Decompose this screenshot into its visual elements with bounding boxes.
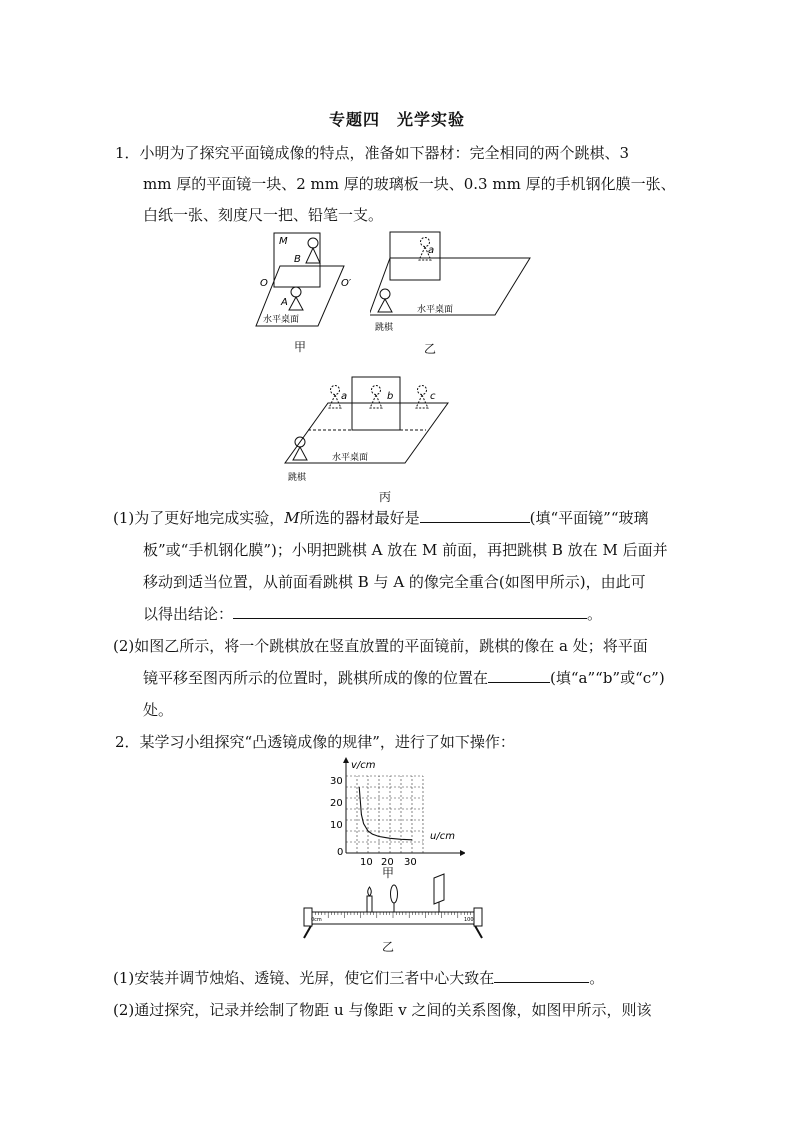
y-axis-label: v/cm xyxy=(351,760,376,771)
q1-part2-line-1: (2)如图乙所示，将一个跳棋放在竖直放置的平面镜前，跳棋的像在 a 处；将平面 xyxy=(113,637,648,655)
piece-label-yi: 跳棋 xyxy=(375,323,394,333)
label-a-bing: a xyxy=(341,391,348,402)
desk-label-yi: 水平桌面 xyxy=(417,305,454,315)
q2-part1: (1)安装并调节烛焰、透镜、光屏，使它们三者中心大致在 。 xyxy=(113,969,605,987)
y-tick-10: 10 xyxy=(330,820,343,831)
page-title: 专题四 光学实验 xyxy=(328,110,465,129)
figure-yi xyxy=(370,230,535,338)
label-O-prime: O′ xyxy=(341,278,352,289)
answer-blank-2[interactable] xyxy=(233,604,587,619)
q1-stem-line-2: mm 厚的平面镜一块、2 mm 厚的玻璃板一块、0.3 mm 厚的手机钢化膜一张、 xyxy=(143,175,676,193)
x-tick-30: 30 xyxy=(404,857,417,868)
ruler-start-label: 0cm xyxy=(311,917,322,923)
light-screen xyxy=(434,874,444,904)
desk-label-bing: 水平桌面 xyxy=(332,453,369,463)
caption-graph: 甲 xyxy=(381,866,394,880)
label-B: B xyxy=(294,254,301,265)
y-tick-30: 30 xyxy=(330,776,343,787)
label-O: O xyxy=(260,278,268,289)
origin-label: 0 xyxy=(337,847,344,858)
q2-part2: (2)通过探究，记录并绘制了物距 u 与像距 v 之间的关系图像，如图甲所示，则该 xyxy=(113,1001,652,1019)
q1-stem-line-1: 1．小明为了探究平面镜成像的特点，准备如下器材：完全相同的两个跳棋、3 xyxy=(115,144,630,162)
answer-blank-1[interactable] xyxy=(420,508,530,523)
candle xyxy=(367,896,372,912)
q1-part1-line-3: 移动到适当位置，从前面看跳棋 B 与 A 的像完全重合(如图甲所示)，由此可 xyxy=(143,573,646,591)
q1-stem-line-3: 白纸一张、刻度尺一把、铅笔一支。 xyxy=(143,206,384,224)
figure-bing xyxy=(280,376,450,488)
x-tick-20: 20 xyxy=(381,857,394,868)
piece-label-bing: 跳棋 xyxy=(288,473,307,483)
label-a-yi: a xyxy=(428,245,435,256)
label-M: M xyxy=(279,236,288,247)
label-b-bing: b xyxy=(387,391,394,402)
q2-stem: 2．某学习小组探究“凸透镜成像的规律”，进行了如下操作： xyxy=(115,733,515,751)
x-tick-10: 10 xyxy=(360,857,373,868)
q1-part2-line-2: 镜平移至图丙所示的位置时，跳棋所成的像的位置在 (填“a”“b”或“c”) xyxy=(143,669,665,687)
label-c-bing: c xyxy=(430,391,436,402)
optical-bench xyxy=(298,872,488,940)
figure-jia xyxy=(250,230,370,335)
caption-jia: 甲 xyxy=(293,340,306,354)
label-A: A xyxy=(281,297,288,308)
y-tick-20: 20 xyxy=(330,798,343,809)
q1-part1-line-2: 板”或“手机钢化膜”)；小明把跳棋 A 放在 M 前面，再把跳棋 B 放在 M 后面并 xyxy=(143,541,668,559)
caption-bench: 乙 xyxy=(381,940,394,954)
x-axis-label: u/cm xyxy=(430,831,455,842)
caption-bing: 丙 xyxy=(378,490,391,504)
desk-label-jia: 水平桌面 xyxy=(263,315,300,325)
caption-yi: 乙 xyxy=(423,342,436,356)
q1-part1-line-1: (1)为了更好地完成实验，M所选的器材最好是 (填“平面镜”“玻璃 xyxy=(113,509,649,527)
ruler-end-label: 100 xyxy=(464,917,474,923)
answer-blank-3[interactable] xyxy=(488,668,550,683)
graph-curve xyxy=(359,787,412,840)
q1-part1-line-4: 以得出结论： 。 xyxy=(143,605,603,623)
lens xyxy=(391,885,398,903)
q1-part2-line-3: 处。 xyxy=(143,701,174,719)
flame-icon xyxy=(368,887,372,896)
graph-u-v xyxy=(320,756,465,868)
answer-blank-4[interactable] xyxy=(494,968,589,983)
